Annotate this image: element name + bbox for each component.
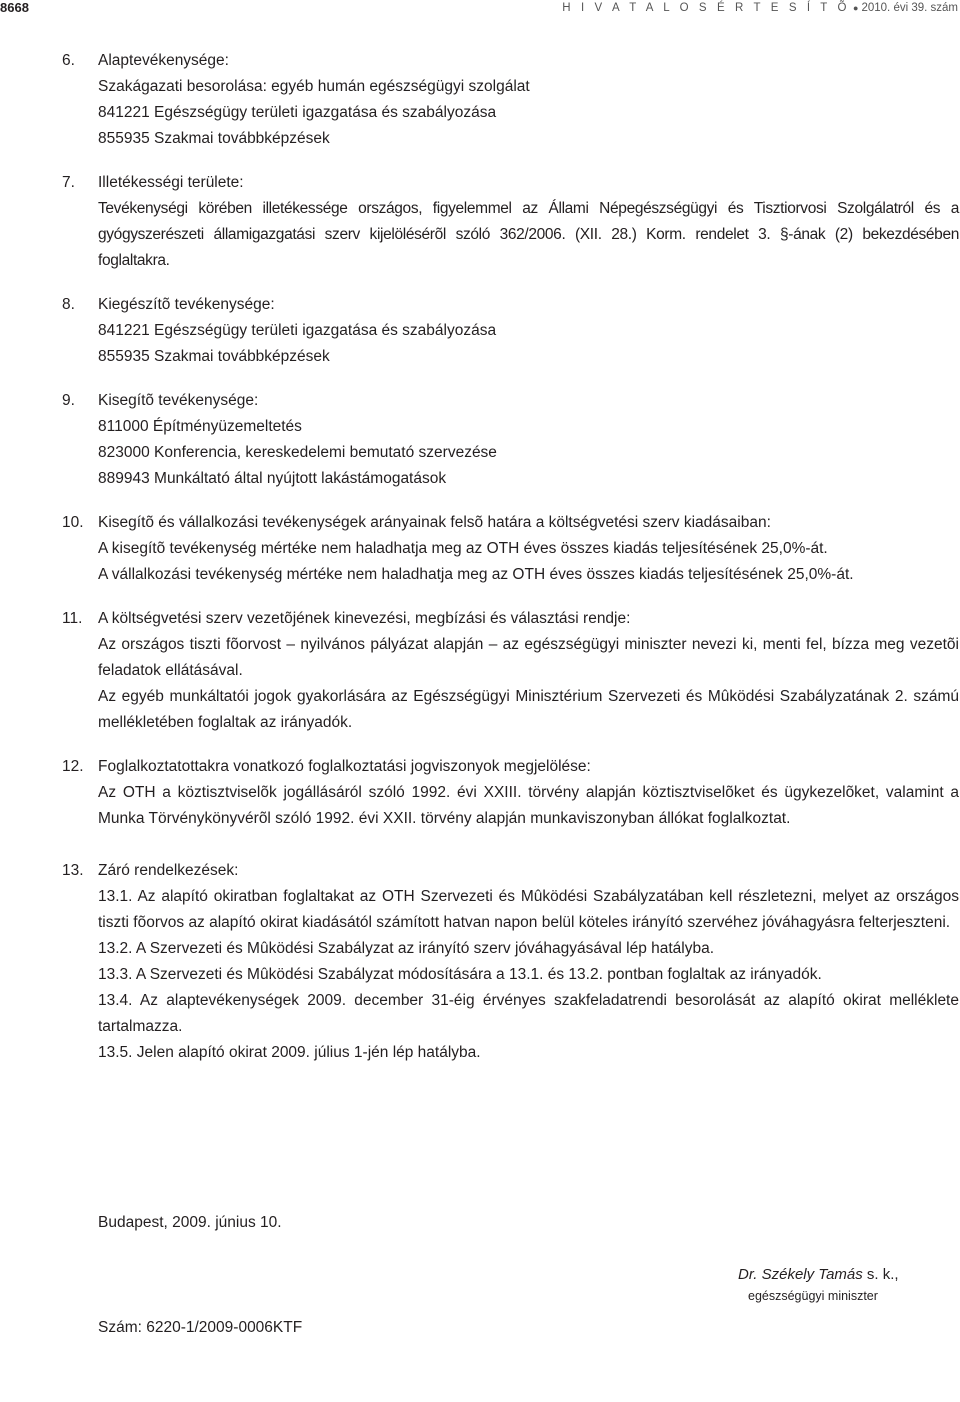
section-title: Illetékességi területe: bbox=[98, 174, 244, 191]
section-number: 10. bbox=[62, 514, 84, 531]
section-paragraph: Tevékenységi körében illetékessége országos, figyelemmel az Állami Népegészségügyi és Tisztiorvosi Szolgálatról és a gyógyszerészeti államigazgatási szerv kijelölésérõl szóló 362/2006. (XII. 28.) Korm. rendelet 3. §-ának (2) bekezdésében foglaltakra. bbox=[98, 200, 959, 269]
signer-name: Dr. Székely Tamás bbox=[738, 1266, 863, 1283]
section-7 bbox=[62, 170, 959, 274]
section-title: Záró rendelkezések: bbox=[98, 862, 239, 879]
separator-bullet-icon: ● bbox=[853, 3, 859, 13]
section-title: Foglalkoztatottakra vonatkozó foglalkoztatási jogviszonyok megjelölése: bbox=[98, 758, 591, 775]
section-number: 8. bbox=[62, 296, 75, 313]
issue-label: 2010. évi 39. szám bbox=[861, 2, 958, 14]
signer-suffix: s. k., bbox=[862, 1266, 899, 1283]
text-line: 855935 Szakmai továbbképzések bbox=[98, 348, 330, 365]
text-line: 889943 Munkáltató által nyújtott lakástámogatások bbox=[98, 470, 447, 487]
text-line: 855935 Szakmai továbbképzések bbox=[98, 130, 330, 147]
place-and-date: Budapest, 2009. június 10. bbox=[98, 1214, 282, 1231]
section-8 bbox=[62, 292, 959, 370]
section-number: 7. bbox=[62, 174, 75, 191]
subsection-13-2: 13.2. A Szervezeti és Mûködési Szabályzat az irányító szerv jóváhagyásával lép hatályba. bbox=[98, 940, 715, 957]
page-number: 8668 bbox=[0, 0, 29, 15]
section-10 bbox=[62, 510, 959, 588]
text-line: 823000 Konferencia, kereskedelemi bemutató szervezése bbox=[98, 444, 497, 461]
section-9 bbox=[62, 388, 959, 492]
page-header bbox=[0, 0, 960, 16]
subsection-13-4: 13.4. Az alaptevékenységek 2009. december 31-éig érvényes szakfeladatrendi besorolását az alapító okirat melléklete tartalmazza. bbox=[98, 992, 959, 1035]
text-line: Szakágazati besorolása: egyéb humán egészségügyi szolgálat bbox=[98, 78, 530, 95]
signer-title: egészségügyi miniszter bbox=[748, 1289, 878, 1303]
text-line: A vállalkozási tevékenység mértéke nem haladhatja meg az OTH éves összes kiadás teljesítésének 25,0%-át. bbox=[98, 566, 854, 583]
section-title: Alaptevékenysége: bbox=[98, 52, 229, 69]
text-line: 841221 Egészségügy területi igazgatása és szabályozása bbox=[98, 322, 497, 339]
subsection-13-3: 13.3. A Szervezeti és Mûködési Szabályzat módosítására a 13.1. és 13.2. pontban foglaltak az irányadók. bbox=[98, 966, 822, 983]
section-title: Kisegítõ és vállalkozási tevékenységek arányainak felsõ határa a költségvetési szerv kiadásaiban: bbox=[98, 514, 771, 531]
section-number: 12. bbox=[62, 758, 84, 775]
section-paragraph: Az OTH a köztisztviselõk jogállásáról szóló 1992. évi XXIII. törvény alapján köztisztviselõket és ügykezelõket, valamint a Munka Törvénykönyvérõl szóló 1992. évi XXII. törvény alapján munkaviszonyban állókat foglalkoztat. bbox=[98, 784, 959, 827]
subsection-13-1: 13.1. Az alapító okiratban foglaltakat az OTH Szervezeti és Mûködési Szabályzatában kell részletezni, melyet az országos tiszti fõorvos az alapító okirat kiadásától számított hatvan napon belül köteles irányító szervéhez jóváhagyásra felterjeszteni. bbox=[98, 888, 959, 931]
document-body bbox=[62, 48, 959, 1084]
signature-block bbox=[738, 1264, 899, 1286]
text-line: 811000 Építményüzemeltetés bbox=[98, 418, 302, 435]
section-number: 13. bbox=[62, 862, 84, 879]
text-line: A kisegítõ tevékenység mértéke nem haladhatja meg az OTH éves összes kiadás teljesítésének 25,0%-át. bbox=[98, 540, 828, 557]
journal-title: H I V A T A L O S É R T E S Í T Õ bbox=[562, 2, 851, 14]
section-12 bbox=[62, 754, 959, 832]
section-title: A költségvetési szerv vezetõjének kinevezési, megbízási és választási rendje: bbox=[98, 610, 631, 627]
section-13 bbox=[62, 858, 959, 1066]
section-title: Kisegítõ tevékenysége: bbox=[98, 392, 259, 409]
text-line: 841221 Egészségügy területi igazgatása és szabályozása bbox=[98, 104, 497, 121]
section-number: 9. bbox=[62, 392, 75, 409]
section-number: 11. bbox=[62, 610, 83, 627]
section-number: 6. bbox=[62, 52, 75, 69]
running-head bbox=[562, 0, 958, 16]
section-6 bbox=[62, 48, 959, 152]
section-paragraph: Az egyéb munkáltatói jogok gyakorlására az Egészségügyi Minisztérium Szervezeti és Mûködési Szabályzatának 2. számú mellékletében foglaltak az irányadók. bbox=[98, 688, 959, 731]
section-title: Kiegészítõ tevékenysége: bbox=[98, 296, 275, 313]
section-11 bbox=[62, 606, 959, 736]
subsection-13-5: 13.5. Jelen alapító okirat 2009. július 1-jén lép hatályba. bbox=[98, 1044, 481, 1061]
section-paragraph: Az országos tiszti fõorvost – nyilvános pályázat alapján – az egészségügyi miniszter nevezi ki, menti fel, bízza meg vezetõi feladatok ellátásával. bbox=[98, 636, 959, 679]
document-number: Szám: 6220-1/2009-0006KTF bbox=[98, 1319, 303, 1336]
